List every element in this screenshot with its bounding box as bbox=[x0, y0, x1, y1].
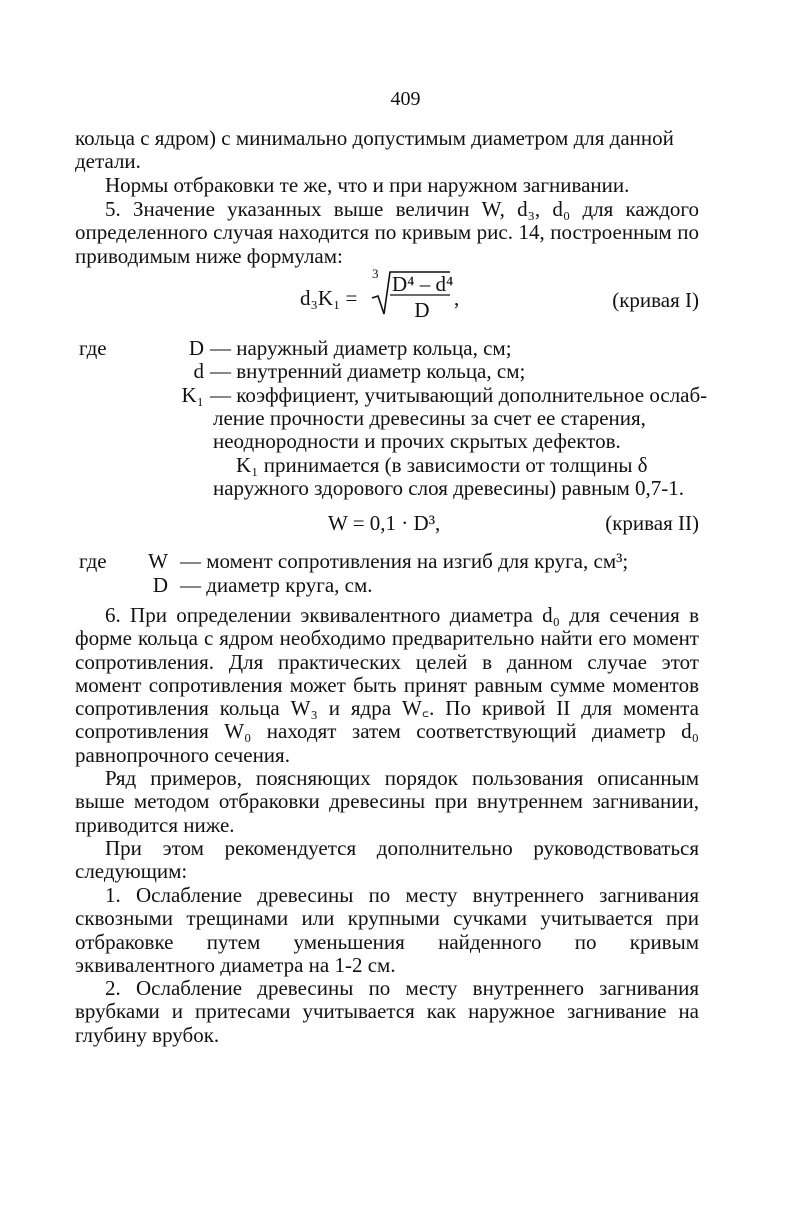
formula-1-denominator: D bbox=[414, 298, 430, 322]
symbol-D: D bbox=[188, 336, 204, 360]
definition-K1-line-2: ление прочности древесины за счет ее старения, bbox=[213, 406, 646, 430]
symbol-K1: K₁ bbox=[181, 383, 204, 407]
where-label-2: где bbox=[79, 549, 107, 573]
formula-1-lhs: d₃K₁ = bbox=[300, 286, 358, 310]
recommend-text: При этом рекомендуется дополнительно руководствоваться следующим: bbox=[75, 836, 699, 884]
intro-paragraph bbox=[75, 127, 699, 174]
item-1 bbox=[75, 884, 699, 977]
definition-d: внутренний диаметр кольца, см; bbox=[236, 359, 526, 383]
dash: — наружный диаметр кольца, см; bbox=[210, 336, 512, 360]
intro-line-2: детали. bbox=[75, 149, 141, 174]
definition-K1-line-3: неоднородности и прочих скрытых дефектов. bbox=[213, 429, 621, 453]
intro-line-1: кольца с ядром) с минимально допустимым диаметром для данной bbox=[75, 126, 674, 150]
curve-1-label: (кривая I) bbox=[612, 288, 699, 312]
norms-text: Нормы отбраковки те же, что и при наружном загнивании. bbox=[105, 173, 630, 197]
item-2-text: 2. Ослабление древесины по месту внутреннего загнивания врубками и притесами учитывается как наружное загнивание на глубину врубок. bbox=[75, 976, 699, 1047]
examples-text: Ряд примеров, поясняющих порядок пользования описанным выше методом отбраковки древесины при внутреннем загнивании, приводится ниже. bbox=[75, 766, 699, 837]
curve-2-label: (кривая II) bbox=[605, 511, 699, 535]
dash: — внутренний диаметр кольца, см; bbox=[210, 359, 526, 383]
examples-paragraph bbox=[75, 767, 699, 837]
item-1-text: 1. Ослабление древесины по месту внутреннего загнивания сквозными трещинами или крупными сучками учитывается при отбраковке путем уменьшения найденного по кривым эквивалентного диаметра на 1-2 см. bbox=[75, 883, 699, 977]
paragraph-6-text: 6. При определении эквивалентного диаметра d₀ для сечения в форме кольца с ядром необходимо предварительно найти его момент сопротивления. Для практических целей в данном случае этот момент сопротивления может быть принят равным сумме моментов сопротивления кольца W₃ и ядра W꜀. По кривой II для момента сопротивления W₀ находят затем соответствующий диаметр d₀ равнопрочного сечения. bbox=[75, 603, 699, 767]
recommend-paragraph bbox=[75, 837, 699, 884]
formula-curve-2: W = 0,1 · D³, bbox=[328, 511, 441, 535]
definition-D-circle: — диаметр круга, см. bbox=[180, 573, 373, 597]
definition-K1-line-1: коэффициент, учитывающий дополнительное ослаб- bbox=[236, 383, 708, 407]
definition-D: наружный диаметр кольца, см; bbox=[236, 336, 512, 360]
root-index: 3 bbox=[372, 266, 379, 281]
K1-note-line-2: наружного здорового слоя древесины) равным 0,7-1. bbox=[213, 476, 685, 500]
symbol-W: W bbox=[148, 549, 168, 573]
norms-paragraph bbox=[75, 174, 699, 197]
definition-W: — момент сопротивления на изгиб для круга, см³; bbox=[180, 549, 629, 573]
symbol-D-circle: D bbox=[152, 573, 168, 597]
formula-1-numerator: D⁴ – d⁴ bbox=[392, 272, 454, 296]
K1-note-line-1: K₁ принимается (в зависимости от толщины δ bbox=[236, 453, 648, 477]
dash: — коэффициент, учитывающий дополнительное ослаб- bbox=[210, 383, 708, 407]
where-label-1: где bbox=[79, 336, 107, 360]
page-number: 409 bbox=[390, 88, 421, 110]
paragraph-5-text: 5. Значение указанных выше величин W, d₃, d₀ для каждого определенного случая находится по кривым рис. 14, построенным по приводимым ниже формулам: bbox=[75, 197, 699, 268]
formula-1-comma: , bbox=[454, 286, 460, 310]
symbol-d: d bbox=[193, 359, 204, 383]
item-2 bbox=[75, 977, 699, 1047]
paragraph-6 bbox=[75, 604, 699, 767]
paragraph-5 bbox=[75, 198, 699, 268]
